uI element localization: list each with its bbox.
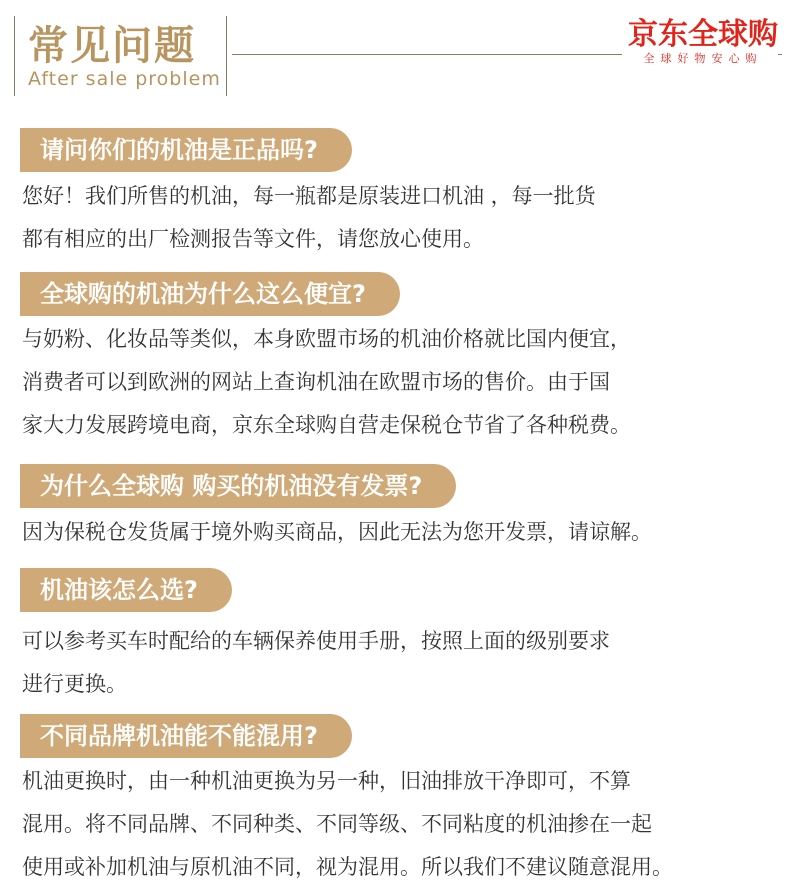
answer-line: 可以参考买车时配给的车辆保养使用手册，按照上面的级别要求	[22, 629, 610, 653]
answer-line: 与奶粉、化妆品等类似，本身欧盟市场的机油价格就比国内便宜，	[22, 327, 631, 351]
header-left-divider	[14, 16, 15, 96]
answer-line: 混用。将不同品牌、不同种类、不同等级、不同粘度的机油掺在一起	[22, 812, 652, 836]
faq-question-4: 机油该怎么选?	[20, 568, 232, 612]
faq-question-5: 不同品牌机油能不能混用?	[20, 714, 352, 758]
answer-line: 进行更换。	[22, 672, 127, 696]
page-header	[0, 0, 790, 100]
faq-answer-2	[22, 318, 782, 447]
answer-line: 机油更换时，由一种机油更换为另一种，旧油排放干净即可，不算	[22, 769, 631, 793]
faq-answer-4	[22, 620, 782, 706]
faq-answer-5	[22, 760, 782, 889]
brand-name: 京东全球购	[628, 17, 778, 52]
header-right-divider	[226, 16, 227, 96]
faq-question-3: 为什么全球购 购买的机油没有发票?	[20, 464, 456, 508]
answer-line: 因为保税仓发货属于境外购买商品，因此无法为您开发票，请谅解。	[22, 520, 652, 544]
answer-line: 您好！我们所售的机油，每一瓶都是原装进口机油 ，每一批货	[22, 184, 596, 208]
faq-question-2: 全球购的机油为什么这么便宜?	[20, 272, 400, 316]
answer-line: 使用或补加机油与原机油不同，视为混用。所以我们不建议随意混用。	[22, 855, 673, 879]
answer-line: 都有相应的出厂检测报告等文件，请您放心使用。	[22, 227, 484, 251]
brand-logo	[622, 18, 778, 66]
answer-line: 消费者可以到欧洲的网站上查询机油在欧盟市场的售价。由于国	[22, 370, 610, 394]
answer-line: 家大力发展跨境电商，京东全球购自营走保税仓节省了各种税费。	[22, 413, 631, 437]
faq-answer-3	[22, 511, 782, 554]
page-subtitle: After sale problem	[28, 68, 221, 90]
faq-answer-1	[22, 175, 782, 261]
page-title: 常见问题	[28, 23, 196, 69]
brand-slogan: 全球好物安心购	[643, 52, 763, 65]
faq-question-1: 请问你们的机油是正品吗?	[20, 128, 352, 172]
